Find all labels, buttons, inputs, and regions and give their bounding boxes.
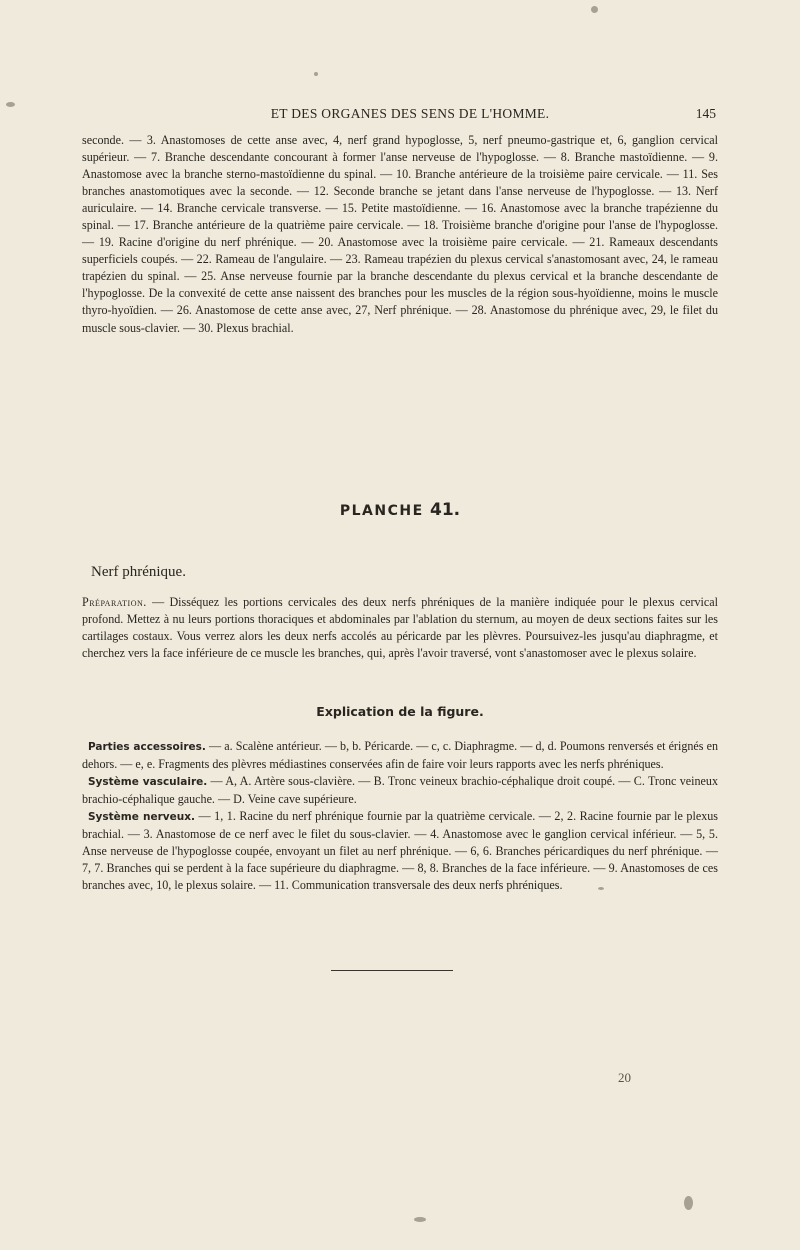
nervous-paragraph (82, 808, 718, 894)
explication-title: Explication de la figure. (316, 704, 484, 719)
plate-number: 41. (430, 500, 461, 520)
parts-label: Parties accessoires. (88, 741, 206, 753)
explication-body (82, 738, 718, 894)
ink-spot (6, 102, 15, 107)
vascular-paragraph (82, 773, 718, 808)
legend-continued (82, 132, 718, 337)
preparation-text: — Disséquez les portions cervicales des deux nerfs phréniques de la manière indiquée pour le plexus cervical profond. Mettez à nu leurs portions thoraciques et abdominales par l'ablation du sternum, au moyen de deux sections faites sur les cartilages costaux. Vous verrez alors les deux nerfs accolés au péricarde par les plèvres. Poursuivez-les jusqu'au diaphragme, et cherchez vers la face inférieure de ce muscle les branches, qui, après l'avoir traversé, vont s'anastomoser avec le plexus solaire. (82, 595, 718, 661)
ink-spot (591, 6, 598, 13)
preparation-label: Préparation. (82, 595, 147, 609)
ink-spot (414, 1217, 426, 1222)
section-rule (331, 970, 453, 971)
ink-spot (314, 72, 318, 76)
nervous-text: — 1, 1. Racine du nerf phrénique fournie par la quatrième cervicale. — 2, 2. Racine fournie par le plexus brachial. — 3. Anastomose de ce nerf avec le filet du sous-clavier. — 4. Anastomose avec le ganglion cervical inférieur. — 5, 5. Anse nerveuse de l'hypoglosse coupée, envoyant un filet au nerf phrénique. — 6, 6. Branches péricardiques du nerf phrénique. — 7, 7. Branches qui se perdent à la face supérieure du diaphragme. — 8, 8. Branches de la face inférieure. — 9. Anastomoses de ces branches avec, 10, le plexus solaire. — 11. Communication transversale des deux nerfs phréniques. (82, 809, 719, 893)
preparation-paragraph (82, 594, 718, 662)
legend-continued-text: seconde. — 3. Anastomoses de cette anse avec, 4, nerf grand hypoglosse, 5, nerf pneumo-gastrique et, 6, ganglion cervical supérieur. — 7. Branche descendante concourant à former l'anse nerveuse de l'hypoglosse. — 8. Branche mastoïdienne. — 9. Anastomose avec la branche sterno-mastoïdienne du spinal. — 10. Branche antérieure de la troisième paire cervicale. — 11. Ses branches anastomotiques avec la seconde. — 12. Seconde branche se jetant dans l'anse nerveuse de l'hypoglosse. — 13. Nerf auriculaire. — 14. Branche cervicale transverse. — 15. Petite mastoïdienne. — 16. Anastomose avec la branche trapézienne du spinal. — 17. Branche antérieure de la quatrième paire cervicale. — 18. Troisième branche d'origine pour l'anse de l'hypoglosse. — 19. Racine d'origine du nerf phrénique. — 20. Anastomose avec la troisième paire cervicale. — 21. Rameaux descendants superficiels coupés. — 22. Rameau de l'angulaire. — 23. Rameau trapézien du plexus cervical s'anastomosant avec, 24, le rameau trapézien du spinal. — 25. Anse nerveuse fournie par la branche descendante du plexus cervical et la branche descendante de l'hypoglosse. De la convexité de cette anse naissent des branches pour les muscles de la région sous-hyoïdienne, moins le muscle thyro-hyoïdien. — 26. Anastomose de cette anse avec, 27, Nerf phrénique. — 28. Anastomose du phrénique avec, 29, le filet du muscle sous-clavier. — 30. Plexus brachial. (82, 133, 718, 335)
parts-text: — a. Scalène antérieur. — b, b. Péricarde. — c, c. Diaphragme. — d, d. Poumons renversés et érignés en dehors. — e, e. Fragments des plèvres médiastines conservées afin de faire voir leurs rapports avec les nerfs phréniques. (82, 739, 719, 772)
nervous-label: Système nerveux. (88, 811, 196, 824)
ink-spot (684, 1196, 693, 1210)
vascular-text: — A, A. Artère sous-clavière. — B. Tronc veineux brachio-céphalique droit coupé. — C. Tronc veineux brachio-céphalique gauche. — D. Veine cave supérieure. (82, 774, 718, 807)
parts-paragraph (82, 738, 718, 773)
plate-label: PLANCHE (339, 503, 424, 519)
running-head: ET DES ORGANES DES SENS DE L'HOMME. (270, 106, 550, 121)
signature-mark: 20 (618, 1070, 631, 1085)
vascular-label: Système vasculaire. (88, 776, 208, 789)
page-header (84, 106, 716, 126)
section-title: Nerf phrénique. (91, 564, 186, 580)
page-number: 145 (695, 106, 716, 121)
plate-title (0, 500, 800, 520)
